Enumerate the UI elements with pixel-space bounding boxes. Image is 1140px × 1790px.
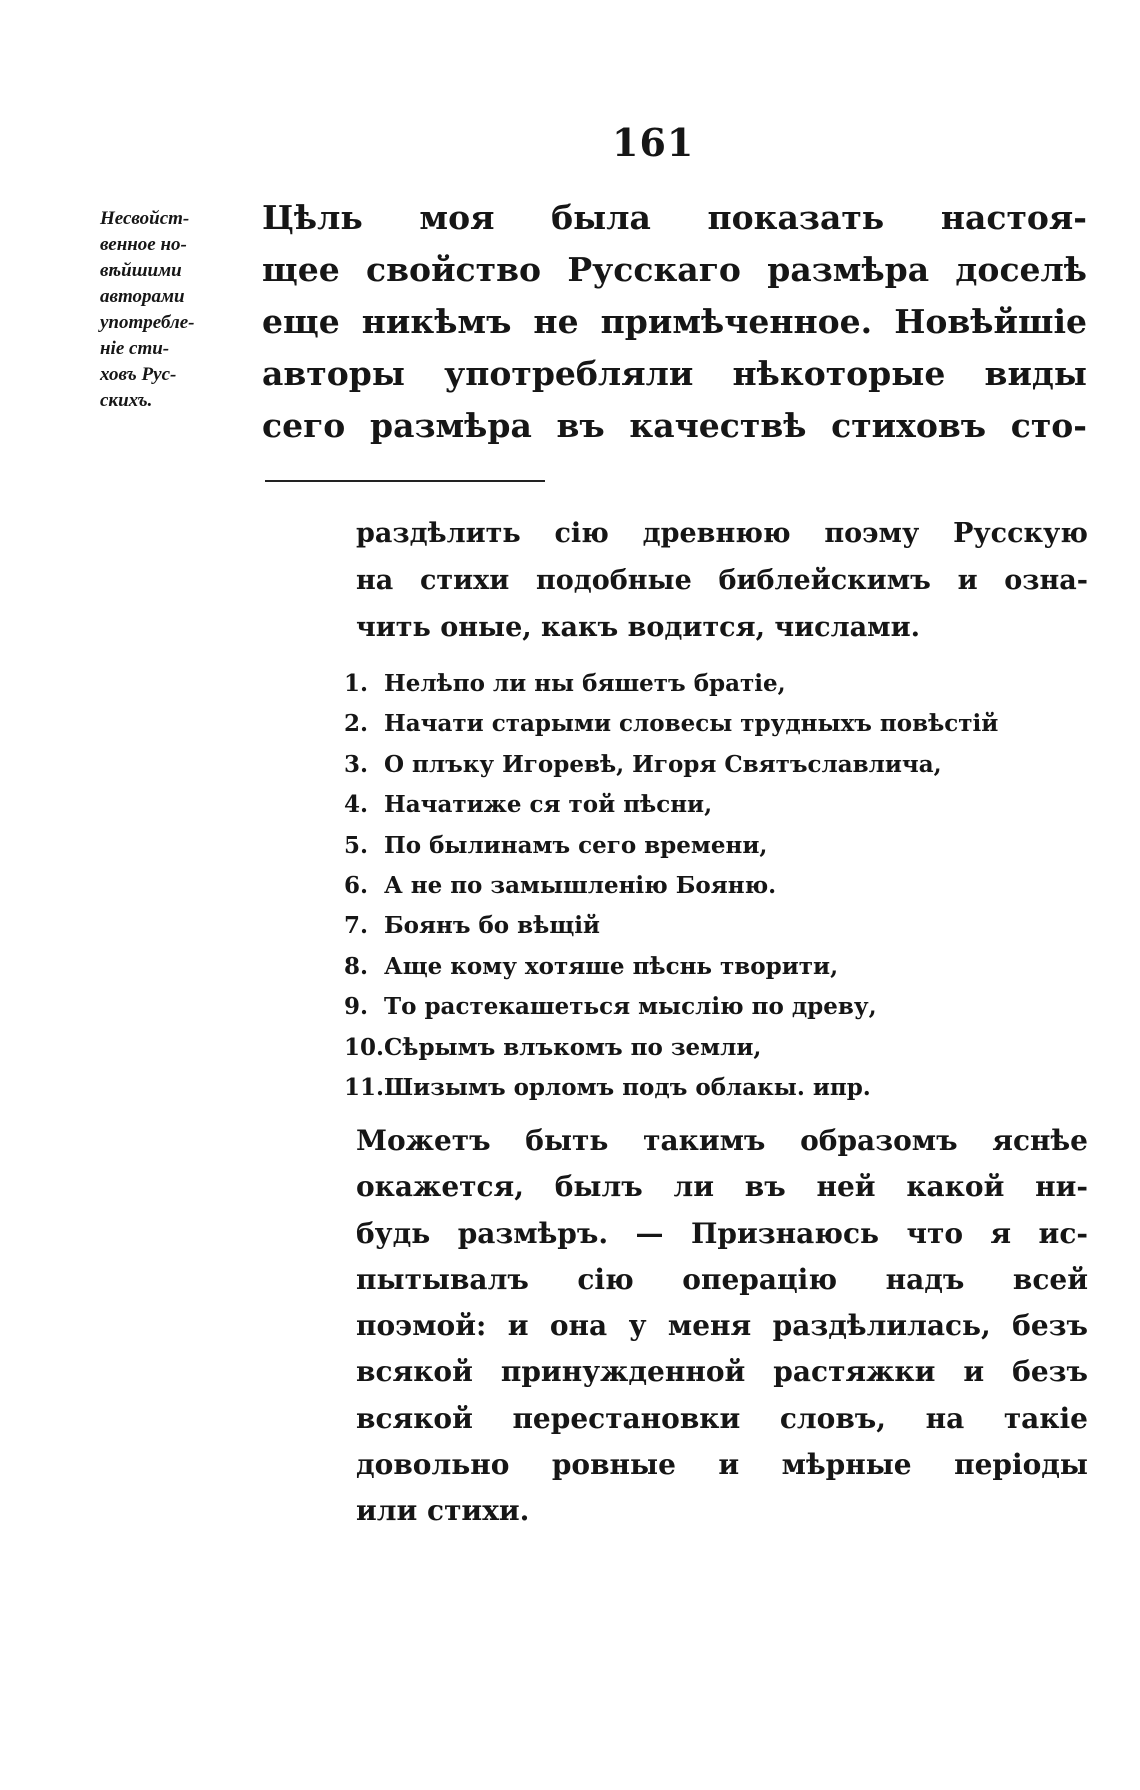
closing-line: будь размѣръ. — Признаюсь что я ис- xyxy=(356,1216,1088,1250)
verse-line xyxy=(344,704,1094,744)
main-paragraph xyxy=(262,192,1087,452)
closing-paragraph xyxy=(356,1118,1088,1535)
main-text-line: Цѣль моя была показать настоя- xyxy=(262,198,1087,237)
verse-text: То растекашеться мыслію по древу, xyxy=(384,993,877,1021)
verse-number: 10. xyxy=(344,1033,385,1061)
verse-text: Сѣрымъ влъкомъ по земли, xyxy=(384,1033,762,1061)
closing-line: всякой перестановки словъ, на такіе xyxy=(356,1401,1088,1435)
verse-text: Нелѣпо ли ны бяшетъ братіе, xyxy=(384,670,786,697)
margin-note-line: Несвойст- xyxy=(100,208,190,229)
verse-number: 4. xyxy=(344,791,369,819)
margin-note xyxy=(100,206,250,414)
verse-line xyxy=(344,947,1094,987)
verse-text: Начатиже ся той пѣсни, xyxy=(384,791,713,819)
verse-line xyxy=(344,826,1094,866)
footnote-divider xyxy=(265,480,545,482)
margin-note-line: венное но- xyxy=(100,234,187,255)
verse-number: 9. xyxy=(344,993,369,1021)
margin-note-line: ніе сти- xyxy=(100,338,170,359)
verse-line xyxy=(344,866,1094,906)
margin-note-line: ховъ Рус- xyxy=(100,364,177,385)
margin-note-line: употребле- xyxy=(100,312,195,333)
verse-line xyxy=(344,745,1094,785)
verse-text: Боянъ бо вѣщій xyxy=(384,912,600,940)
verse-number: 5. xyxy=(344,831,369,859)
verse-text: Аще кому хотяше пѣснь творити, xyxy=(384,952,839,980)
verse-number: 3. xyxy=(344,750,369,778)
closing-line: или стихи. xyxy=(356,1494,530,1528)
closing-line: окажется, былъ ли въ ней какой ни- xyxy=(356,1170,1088,1204)
verse-number: 2. xyxy=(344,710,369,738)
verse-line xyxy=(344,1068,1094,1108)
footnote-intro-line: чить оные, какъ водится, числами. xyxy=(356,612,921,643)
verse-number: 6. xyxy=(344,872,369,900)
margin-note-line: скихъ. xyxy=(100,390,153,411)
main-text-line: еще никѣмъ не примѣченное. Новѣйшіе xyxy=(262,302,1087,341)
verse-number: 7. xyxy=(344,912,369,940)
margin-note-line: вѣйшими xyxy=(100,260,182,281)
verse-text: По былинамъ сего времени, xyxy=(384,831,768,859)
verse-number: 11. xyxy=(344,1074,385,1102)
footnote-intro-line: раздѣлить сію древнюю поэму Русскую xyxy=(356,518,1088,549)
page-number: 161 xyxy=(612,120,695,165)
verse-text: А не по замышленію Бояню. xyxy=(384,872,777,900)
numbered-verse-list xyxy=(344,664,1094,1108)
footnote-intro xyxy=(356,510,1088,651)
closing-line: всякой принужденной растяжки и безъ xyxy=(356,1355,1088,1389)
main-text-line: авторы употребляли нѣкоторые виды xyxy=(262,354,1087,393)
closing-line: довольно ровные и мѣрные періоды xyxy=(356,1448,1088,1482)
closing-line: поэмой: и она у меня раздѣлилась, безъ xyxy=(356,1309,1088,1343)
footnote-intro-line: на стихи подобные библейскимъ и озна- xyxy=(356,565,1088,596)
verse-line xyxy=(344,1028,1094,1068)
closing-line: пытывалъ сію операцію надъ всей xyxy=(356,1262,1088,1296)
verse-text: О плъку Игоревѣ, Игоря Святъславлича, xyxy=(384,750,942,778)
verse-text: Начати старыми словесы трудныхъ повѣстій xyxy=(384,710,999,738)
verse-line xyxy=(344,785,1094,825)
main-text-line: сего размѣра въ качествѣ стиховъ сто- xyxy=(262,406,1087,445)
verse-line xyxy=(344,664,1094,704)
closing-line: Можетъ быть такимъ образомъ яснѣе xyxy=(356,1124,1088,1157)
main-text-line: щее свойство Русскаго размѣра доселѣ xyxy=(262,250,1087,289)
verse-line xyxy=(344,987,1094,1027)
margin-note-line: авторами xyxy=(100,286,185,307)
verse-number: 1. xyxy=(344,670,369,697)
verse-number: 8. xyxy=(344,952,369,980)
verse-text: Шизымъ орломъ подъ облакы. ипр. xyxy=(384,1074,871,1102)
verse-line xyxy=(344,906,1094,946)
